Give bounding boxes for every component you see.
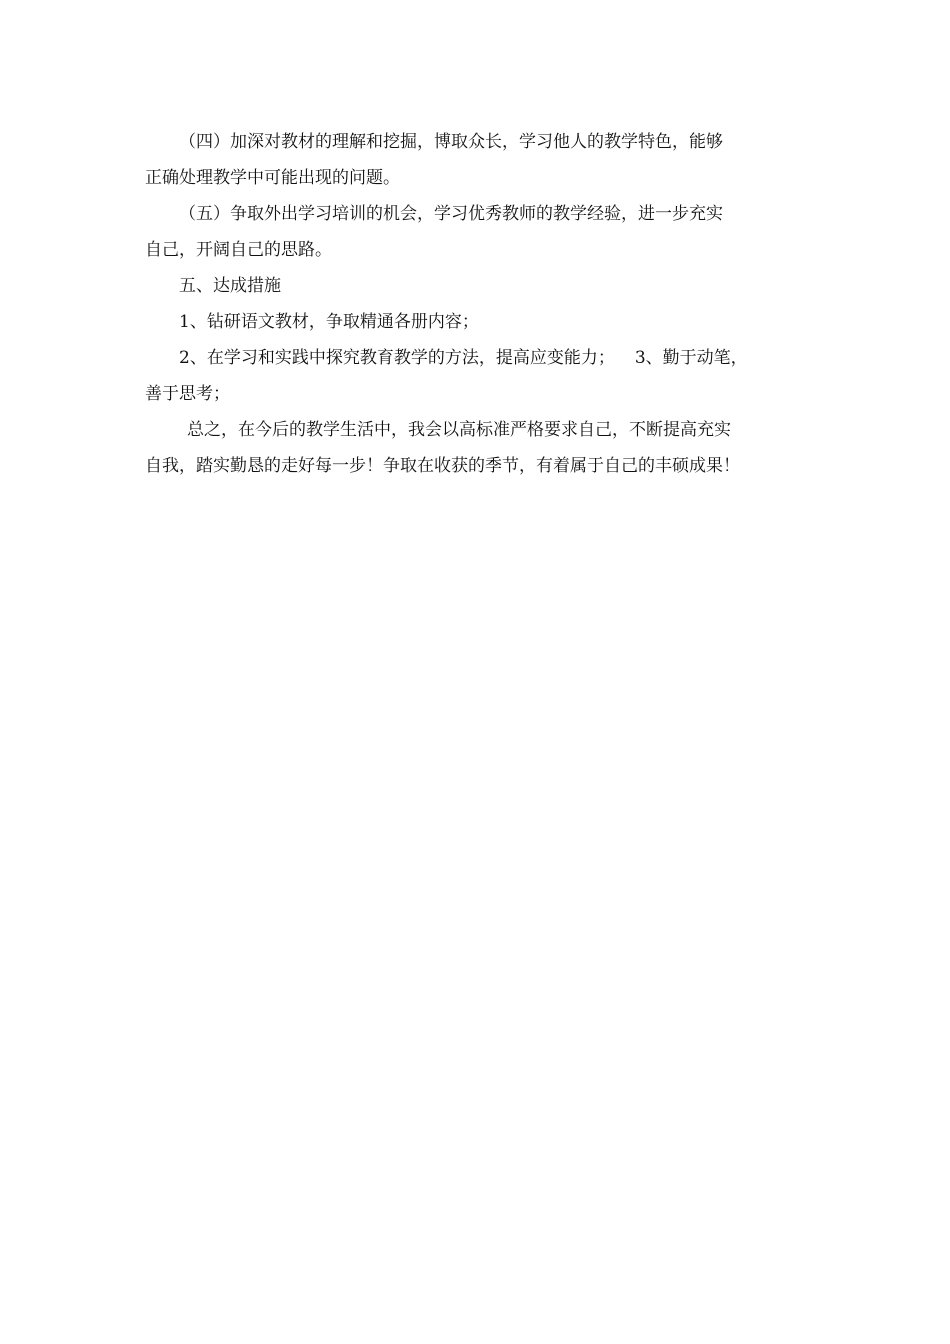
measure-item-1: 1、钻研语文教材，争取精通各册内容； — [179, 312, 479, 332]
paragraph-5-line-1: （五）争取外出学习培训的机会，学习优秀教师的教学经验，进一步充实 — [179, 204, 723, 224]
measure-item-2-line-1 — [145, 340, 825, 376]
paragraph-5-line-2: 自己，开阔自己的思路。 — [145, 240, 332, 260]
paragraph-4-line-1: （四）加深对教材的理解和挖掘，博取众长，学习他人的教学特色，能够 — [179, 132, 723, 152]
conclusion-line-2: 自我，踏实勤恳的走好每一步！争取在收获的季节，有着属于自己的丰硕成果！ — [145, 456, 740, 476]
measure-item-3-continuation: 善于思考； — [145, 384, 230, 404]
measure-item-3: 3、勤于动笔， — [634, 348, 748, 368]
measure-item-2: 2、在学习和实践中探究教育教学的方法，提高应变能力； — [179, 348, 615, 368]
paragraph-4-line-2: 正确处理教学中可能出现的问题。 — [145, 168, 400, 188]
section-heading: 五、达成措施 — [179, 276, 281, 296]
conclusion-line-1: 总之，在今后的教学生活中，我会以高标准严格要求自己，不断提高充实 — [187, 420, 731, 440]
document-body — [145, 124, 825, 484]
